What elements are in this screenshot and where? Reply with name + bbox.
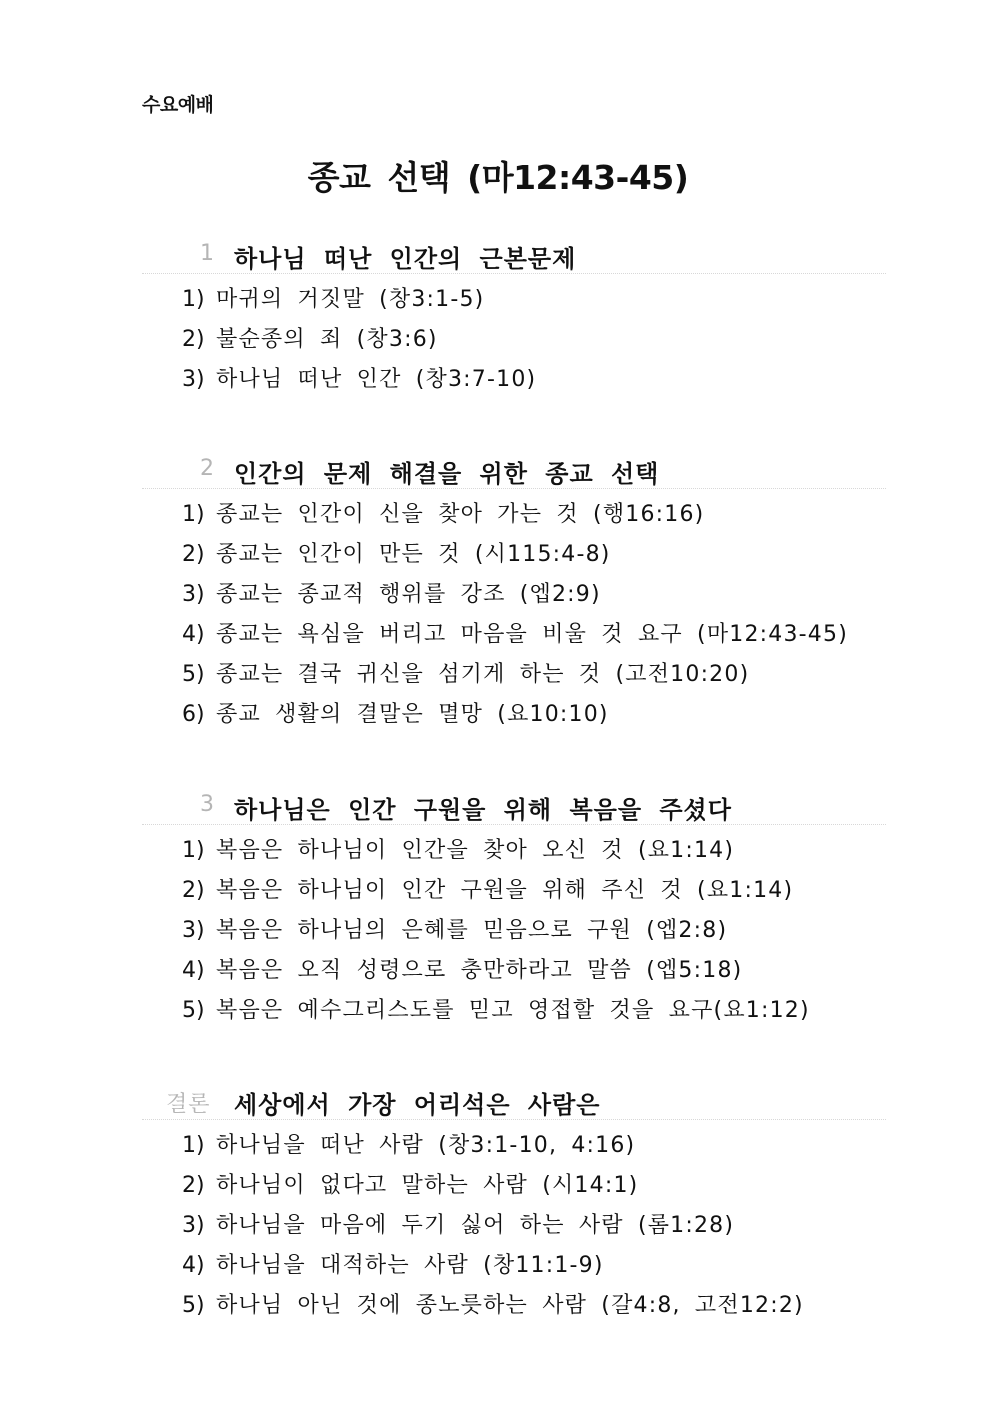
list-item xyxy=(142,951,886,991)
section-3-number: 3 xyxy=(200,792,214,817)
list-item xyxy=(142,1246,886,1286)
section-3 xyxy=(142,788,886,1031)
item-number: 5) xyxy=(182,662,205,687)
section-1-list xyxy=(142,280,886,400)
item-number: 2) xyxy=(182,1173,205,1198)
item-number: 3) xyxy=(182,1213,205,1238)
list-item xyxy=(142,535,886,575)
section-2-list xyxy=(142,495,886,735)
item-text: 복음은 예수그리스도를 믿고 영접할 것을 요구(요1:12) xyxy=(216,998,810,1023)
list-item xyxy=(142,911,886,951)
section-conclusion-label: 결론 xyxy=(166,1092,211,1117)
list-item xyxy=(142,320,886,360)
item-text: 복음은 하나님이 인간 구원을 위해 주신 것 (요1:14) xyxy=(216,878,794,903)
section-2-heading: 인간의 문제 해결을 위한 종교 선택 xyxy=(234,460,660,488)
item-text: 하나님 떠난 인간 (창3:7-10) xyxy=(216,367,537,392)
item-number: 1) xyxy=(182,287,205,312)
item-number: 2) xyxy=(182,327,205,352)
item-text: 하나님을 대적하는 사람 (창11:1-9) xyxy=(216,1253,604,1278)
item-text: 종교 생활의 결말은 멸망 (요10:10) xyxy=(216,702,609,727)
list-item xyxy=(142,1286,886,1326)
item-number: 3) xyxy=(182,582,205,607)
section-3-header xyxy=(142,788,886,825)
item-number: 3) xyxy=(182,367,205,392)
item-number: 2) xyxy=(182,542,205,567)
list-item xyxy=(142,575,886,615)
list-item xyxy=(142,831,886,871)
list-item xyxy=(142,495,886,535)
list-item xyxy=(142,1126,886,1166)
item-text: 종교는 욕심을 버리고 마음을 비울 것 요구 (마12:43-45) xyxy=(216,622,848,647)
list-item xyxy=(142,1166,886,1206)
header-label: 수요예배 xyxy=(142,94,214,116)
item-text: 종교는 인간이 신을 찾아 가는 것 (행16:16) xyxy=(216,502,705,527)
section-3-list xyxy=(142,831,886,1031)
item-text: 마귀의 거짓말 (창3:1-5) xyxy=(216,287,485,312)
item-number: 1) xyxy=(182,502,205,527)
item-number: 4) xyxy=(182,622,205,647)
list-item xyxy=(142,991,886,1031)
list-item xyxy=(142,280,886,320)
section-2-header xyxy=(142,452,886,489)
list-item xyxy=(142,871,886,911)
list-item xyxy=(142,615,886,655)
section-2-number: 2 xyxy=(200,456,214,481)
item-text: 복음은 하나님이 인간을 찾아 오신 것 (요1:14) xyxy=(216,838,735,863)
item-number: 6) xyxy=(182,702,205,727)
section-3-heading: 하나님은 인간 구원을 위해 복음을 주셨다 xyxy=(234,796,732,824)
section-1-number: 1 xyxy=(200,241,214,266)
section-1-heading: 하나님 떠난 인간의 근본문제 xyxy=(234,245,577,273)
list-item xyxy=(142,655,886,695)
item-text: 하나님이 없다고 말하는 사람 (시14:1) xyxy=(216,1173,639,1198)
document-title: 종교 선택 (마12:43-45) xyxy=(307,158,689,197)
item-number: 2) xyxy=(182,878,205,903)
section-conclusion-list xyxy=(142,1126,886,1326)
item-text: 복음은 오직 성령으로 충만하라고 말씀 (엡5:18) xyxy=(216,958,743,983)
item-number: 5) xyxy=(182,998,205,1023)
list-item xyxy=(142,360,886,400)
item-text: 종교는 결국 귀신을 섬기게 하는 것 (고전10:20) xyxy=(216,662,750,687)
item-text: 종교는 인간이 만든 것 (시115:4-8) xyxy=(216,542,611,567)
item-number: 1) xyxy=(182,1133,205,1158)
item-number: 1) xyxy=(182,838,205,863)
item-text: 하나님을 떠난 사람 (창3:1-10, 4:16) xyxy=(216,1133,636,1158)
list-item xyxy=(142,695,886,735)
item-text: 하나님을 마음에 두기 싫어 하는 사람 (롬1:28) xyxy=(216,1213,735,1238)
section-conclusion-heading: 세상에서 가장 어리석은 사람은 xyxy=(234,1091,601,1119)
item-number: 4) xyxy=(182,958,205,983)
list-item xyxy=(142,1206,886,1246)
section-1-header xyxy=(142,237,886,274)
item-text: 종교는 종교적 행위를 강조 (엡2:9) xyxy=(216,582,601,607)
section-1 xyxy=(142,237,886,400)
item-text: 복음은 하나님의 은혜를 믿음으로 구원 (엡2:8) xyxy=(216,918,728,943)
item-text: 불순종의 죄 (창3:6) xyxy=(216,327,438,352)
section-conclusion xyxy=(142,1083,886,1326)
item-number: 5) xyxy=(182,1293,205,1318)
section-conclusion-header xyxy=(142,1083,886,1120)
item-number: 3) xyxy=(182,918,205,943)
section-2 xyxy=(142,452,886,735)
item-number: 4) xyxy=(182,1253,205,1278)
item-text: 하나님 아닌 것에 종노릇하는 사람 (갈4:8, 고전12:2) xyxy=(216,1293,804,1318)
